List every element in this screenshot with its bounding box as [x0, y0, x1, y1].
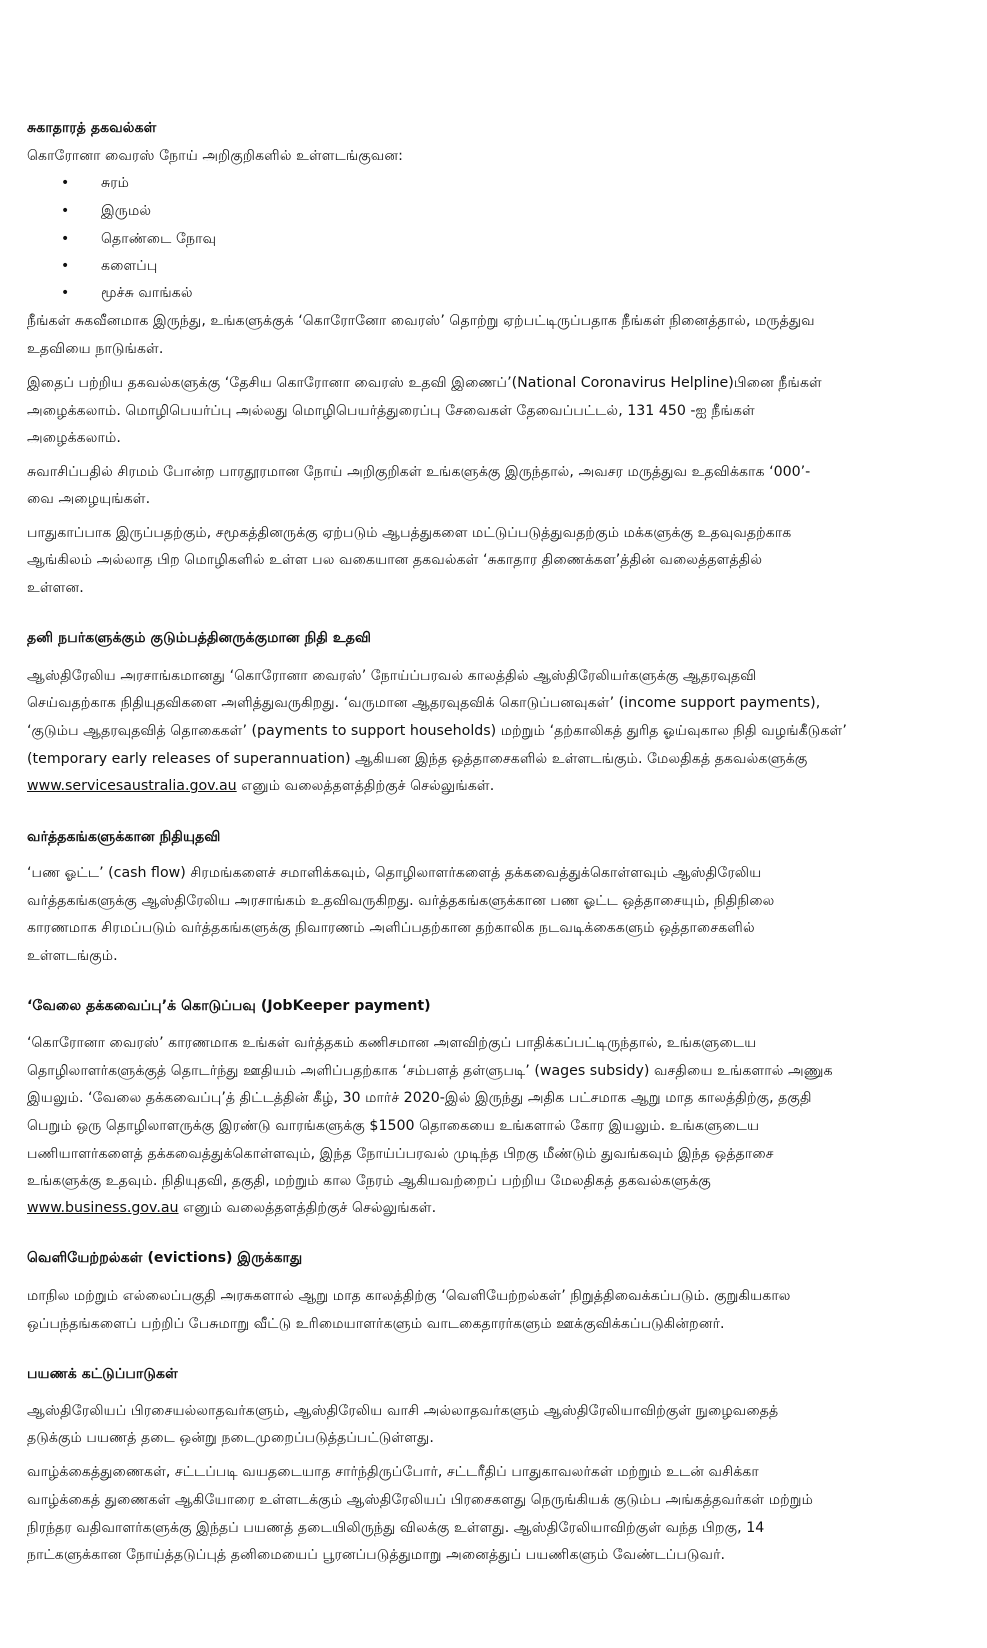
paragraph-line: ஆஸ்திரேலிய அரசாங்கமானது ‘கொரோனா வைரஸ்’ நோய்ப்பரவல் காலத்தில் ஆஸ்திரேலியர்களுக்கு ஆதரவுதவி: [27, 668, 757, 684]
paragraph-line: இயலும். ‘வேலை தக்கவைப்பு’த் திட்டத்தின் கீழ், 30 மார்ச் 2020-இல் இருந்து அதிக பட்சமாக ஆறு மாத காலத்திற்கு, தகுதி: [27, 1090, 812, 1106]
business-gov-link[interactable]: www.business.gov.au: [27, 1200, 179, 1216]
paragraph-line: பாதுகாப்பாக இருப்பதற்கும், சமூகத்தினருக்கு ஏற்படும் ஆபத்துகளை மட்டுப்படுத்துவதற்கும் மக்களுக்கு உதவுவதற்காக: [27, 525, 792, 541]
travel-heading: பயணக் கட்டுப்பாடுகள்: [27, 1366, 178, 1382]
bullet-icon: •: [61, 203, 70, 219]
paragraph-line: தொழிலாளர்களுக்குத் தொடர்ந்து ஊதியம் அளிப்பதற்காக ‘சம்பளத் தள்ளுபடி’ (wages subsidy) வசதியை உங்களால் அணுக: [27, 1063, 833, 1079]
paragraph-line: நீங்கள் சுகவீனமாக இருந்து, உங்களுக்குக் ‘கொரோனோ வைரஸ்’ தொற்று ஏற்பட்டிருப்பதாக நீங்கள் நினைத்தால், மருத்துவ: [27, 313, 815, 329]
paragraph-line: காரணமாக சிரமப்படும் வர்த்தகங்களுக்கு நிவாரணம் அளிப்பதற்கான தற்காலிக நடவடிக்கைகளும் ஒத்தாசைகளில்: [27, 920, 755, 936]
paragraph-line: உள்ளன.: [27, 580, 84, 596]
paragraph-line: வாழ்க்கைத் துணைகள் ஆகியோரை உள்ளடக்கும் ஆஸ்திரேலியப் பிரசைகளது நெருங்கியக் குடும்ப அங்கத்தவர்கள் மற்றும்: [27, 1492, 814, 1508]
paragraph-line: சுவாசிப்பதில் சிரமம் போன்ற பாரதூரமான நோய் அறிகுறிகள் உங்களுக்கு இருந்தால், அவசர மருத்துவ உதவிக்காக ‘000’-: [27, 464, 811, 480]
paragraph-line: உங்களுக்கு உதவும். நிதியுதவி, தகுதி, மற்றும் கால நேரம் ஆகியவற்றைப் பற்றிய மேலதிகத் தகவல்களுக்கு: [27, 1173, 711, 1189]
paragraph-line: ‘கொரோனா வைரஸ்’ காரணமாக உங்கள் வர்த்தகம் கணிசமான அளவிற்குப் பாதிக்கப்பட்டிருந்தால், உங்களுடைய: [27, 1035, 757, 1051]
symptom-text: களைப்பு: [101, 258, 158, 274]
bullet-icon: •: [61, 175, 70, 191]
paragraph-line: உதவியை நாடுங்கள்.: [27, 341, 164, 357]
paragraph-line: ஒப்பந்தங்களைப் பற்றிப் பேசுமாறு வீட்டு உரிமையாளர்களும் வாடகைதாரர்களும் ஊக்குவிக்கப்படுகின்றனர்.: [27, 1316, 725, 1332]
symptom-text: சுரம்: [101, 175, 130, 191]
paragraph-line: செய்வதற்காக நிதியுதவிகளை அளித்துவருகிறது. ‘வருமான ஆதரவுதவிக் கொடுப்பனவுகள்’ (income support payments),: [27, 695, 821, 711]
bullet-icon: •: [61, 258, 70, 274]
paragraph-line: பணியாளர்களைத் தக்கவைத்துக்கொள்ளவும், இந்த நோய்ப்பரவல் முடிந்த பிறகு மீண்டும் துவங்கவும் இந்த ஒத்தாசை: [27, 1146, 774, 1162]
paragraph-line: அழைக்கலாம். மொழிபெயர்ப்பு அல்லது மொழிபெயர்த்துரைப்பு சேவைகள் தேவைப்பட்டல், 131 450 -ஐ நீங்கள்: [27, 403, 755, 419]
bullet-icon: •: [61, 231, 70, 247]
paragraph-line: வாழ்க்கைத்துணைகள், சட்டப்படி வயதடையாத சார்ந்திருப்போர், சட்டரீதிப் பாதுகாவலர்கள் மற்றும் உடன் வசிக்கா: [27, 1464, 759, 1480]
paragraph-line: [27, 1199, 436, 1217]
paragraph-line: மாநில மற்றும் எல்லைப்பகுதி அரசுகளால் ஆறு மாத காலத்திற்கு ‘வெளியேற்றல்கள்’ நிறுத்திவைக்கப்படும். குறுகியகால: [27, 1288, 791, 1304]
paragraph-line: வை அழையுங்கள்.: [27, 491, 151, 507]
jobkeeper-heading: ‘வேலை தக்கவைப்பு’க் கொடுப்பவு (JobKeeper payment): [27, 998, 431, 1014]
health-heading: சுகாதாரத் தகவல்கள்: [27, 120, 157, 136]
bullet-icon: •: [61, 285, 70, 301]
paragraph-line: நிரந்தர வதிவாளர்களுக்கு இந்தப் பயணத் தடையிலிருந்து விலக்கு உள்ளது. ஆஸ்திரேலியாவிற்குள் வந்த பிறகு, 14: [27, 1520, 765, 1536]
symptom-text: தொண்டை நோவு: [101, 231, 217, 247]
paragraph-line: ‘பண ஓட்ட’ (cash flow) சிரமங்களைச் சமாளிக்கவும், தொழிலாளர்களைத் தக்கவைத்துக்கொள்ளவும் ஆஸ்திரேலிய: [27, 865, 762, 881]
paragraph-line: அழைக்கலாம்.: [27, 430, 121, 446]
symptom-text: இருமல்: [101, 203, 152, 219]
paragraph-line: தடுக்கும் பயணத் தடை ஒன்று நடைமுறைப்படுத்தப்பட்டுள்ளது.: [27, 1430, 434, 1446]
paragraph-line: [27, 777, 494, 795]
paragraph-line: உள்ளடங்கும்.: [27, 948, 118, 964]
paragraph-line: இதைப் பற்றிய தகவல்களுக்கு ‘தேசிய கொரோனா வைரஸ் உதவி இணைப்’(National Coronavirus Helpline)பினை நீங்கள்: [27, 375, 822, 391]
link-suffix: எனும் வலைத்தளத்திற்குச் செல்லுங்கள்.: [236, 778, 495, 794]
health-intro: கொரோனா வைரஸ் நோய் அறிகுறிகளில் உள்ளடங்குவன:: [27, 148, 403, 164]
paragraph-line: (temporary early releases of superannuation) ஆகியன இந்த ஒத்தாசைகளில் உள்ளடங்கும். மேலதிகத் தகவல்களுக்கு: [27, 751, 808, 767]
paragraph-line: பெறும் ஒரு தொழிலாளருக்கு இரண்டு வாரங்களுக்கு $1500 தொகையை உங்களால் கோர இயலும். உங்களுடைய: [27, 1118, 760, 1134]
paragraph-line: ஆங்கிலம் அல்லாத பிற மொழிகளில் உள்ள பல வகையான தகவல்கள் ‘சுகாதார திணைக்கள’த்தின் வலைத்தளத்தில்: [27, 552, 763, 568]
business-heading: வர்த்தகங்களுக்கான நிதியுதவி: [27, 829, 221, 845]
services-australia-link[interactable]: www.servicesaustralia.gov.au: [27, 778, 237, 794]
symptom-text: மூச்சு வாங்கல்: [101, 285, 193, 301]
paragraph-line: ஆஸ்திரேலியப் பிரசையல்லாதவர்களும், ஆஸ்திரேலிய வாசி அல்லாதவர்களும் ஆஸ்திரேலியாவிற்குள் நுழைவதைத்: [27, 1403, 779, 1419]
paragraph-line: நாட்களுக்கான நோய்த்தடுப்புத் தனிமையைப் பூரனப்படுத்துமாறு அனைத்துப் பயணிகளும் வேண்டப்படுவர்.: [27, 1547, 726, 1563]
link-suffix: எனும் வலைத்தளத்திற்குச் செல்லுங்கள்.: [178, 1200, 437, 1216]
evictions-heading: வெளியேற்றல்கள் (evictions) இருக்காது: [27, 1250, 303, 1266]
paragraph-line: வர்த்தகங்களுக்கு ஆஸ்திரேலிய அரசாங்கம் உதவிவருகிறது. வர்த்தகங்களுக்கான பண ஓட்ட ஒத்தாசையும், நிதிநிலை: [27, 893, 775, 909]
paragraph-line: ‘குடும்ப ஆதரவுதவித் தொகைகள்’ (payments to support households) மற்றும் ‘தற்காலிகத் துரித ஓய்வுகால நிதி வழங்கீடுகள்’: [27, 723, 847, 739]
financial-heading: தனி நபர்களுக்கும் குடும்பத்தினருக்குமான நிதி உதவி: [27, 630, 372, 646]
